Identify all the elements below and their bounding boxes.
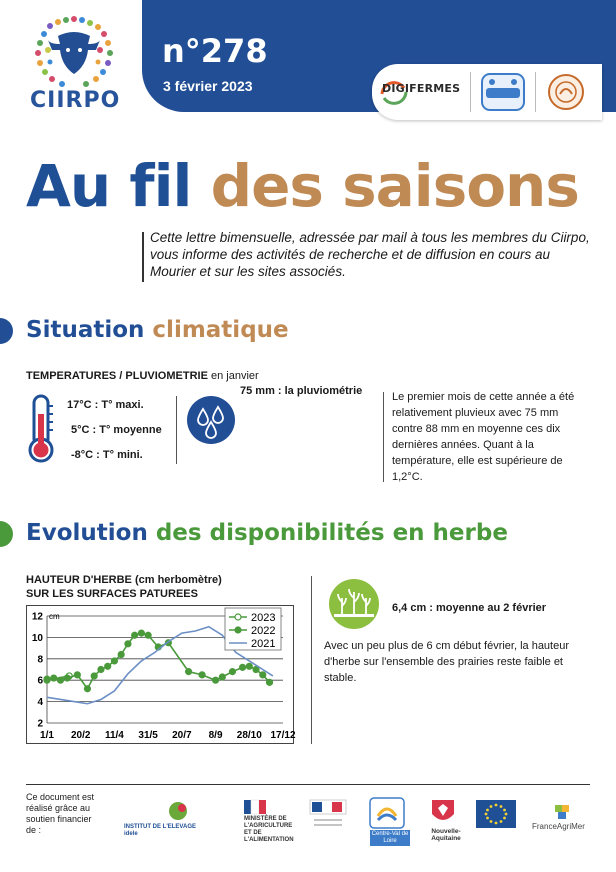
data-point-2022 — [44, 676, 50, 682]
logo-divider — [535, 72, 536, 112]
digifermes-logo: DIGIFERMES — [382, 82, 461, 95]
y-tick-label: 2 — [37, 718, 43, 730]
data-point-2022 — [125, 641, 131, 647]
data-point-2022 — [138, 630, 144, 636]
climate-divider — [176, 396, 177, 464]
grass-section-title — [26, 520, 508, 546]
grass-heading-line-1: HAUTEUR D'HERBE (cm herbomètre) — [26, 574, 222, 586]
grass-title-part-2: des disponibilités en herbe — [155, 520, 508, 546]
grass-title-part-1: Evolution — [26, 520, 148, 546]
footer-rule — [26, 784, 590, 785]
data-point-2022 — [213, 677, 219, 683]
issue-date: 3 février 2023 — [163, 78, 253, 94]
grass-heading-line-2: SUR LES SURFACES PATUREES — [26, 588, 198, 600]
idele-text: INSTITUT DE L'ELEVAGE idele — [124, 824, 196, 837]
data-point-2022 — [74, 672, 80, 678]
x-tick-label: 20/2 — [70, 730, 91, 741]
data-point-2022 — [145, 632, 151, 638]
x-tick-label: 1/1 — [40, 730, 54, 741]
seal-icon — [546, 72, 586, 112]
centre-val-de-loire-text: Centre-Val de Loire — [371, 831, 409, 844]
grass-text: Avec un peu plus de 6 cm début février, la hauteur d'herbe sur l'ensemble des prairies reste faible et stable. — [324, 640, 570, 684]
legend-marker-2023 — [235, 614, 241, 620]
legend-label-2021: 2021 — [251, 638, 276, 650]
legend-label-2023: 2023 — [251, 612, 276, 624]
franceagrimer-icon — [554, 804, 570, 820]
marianne-flag-icon — [244, 800, 266, 814]
newsletter-title — [26, 152, 579, 220]
data-point-2022 — [186, 669, 192, 675]
data-point-2022 — [246, 663, 252, 669]
data-point-2022 — [105, 663, 111, 669]
x-tick-label: 31/5 — [138, 730, 158, 741]
x-tick-label: 11/4 — [104, 730, 124, 741]
climate-heading-suffix: en janvier — [210, 370, 259, 382]
y-tick-label: 4 — [37, 697, 43, 709]
rain-drops-icon — [186, 395, 236, 445]
climate-title-part-2: climatique — [152, 317, 289, 343]
data-point-2022 — [91, 673, 97, 679]
data-point-2022 — [229, 669, 235, 675]
data-point-2022 — [132, 632, 138, 638]
grass-divider — [311, 576, 312, 744]
grass-highlight: 6,4 cm : moyenne au 2 février — [392, 602, 547, 614]
data-point-2022 — [51, 675, 57, 681]
data-point-2022 — [64, 675, 70, 681]
eu-flag-icon — [476, 800, 516, 828]
temp-avg: 5°C : T° moyenne — [71, 424, 162, 436]
climate-heading-main: TEMPERATURES / PLUVIOMETRIE — [26, 370, 208, 382]
data-point-2022 — [57, 677, 63, 683]
section-bullet — [0, 521, 13, 547]
grass-chart — [26, 605, 294, 744]
centre-val-de-loire-logo — [370, 798, 409, 844]
sheep-icon — [35, 16, 113, 87]
data-point-2022 — [267, 679, 273, 685]
logo-divider — [470, 72, 471, 112]
grass-heading — [26, 573, 222, 601]
data-point-2022 — [240, 664, 246, 670]
y-tick-label: 6 — [37, 675, 43, 687]
temp-max: 17°C : T° maxi. — [67, 399, 144, 411]
grass-chart-svg — [27, 606, 296, 743]
legend-marker-2022 — [235, 627, 241, 633]
x-tick-label: 28/10 — [236, 730, 262, 741]
temp-min: -8°C : T° mini. — [71, 449, 143, 461]
section-bullet — [0, 318, 13, 344]
title-part-1: Au fil — [26, 152, 192, 220]
x-tick-label: 8/9 — [208, 730, 223, 741]
nouvelle-aquitaine-icon — [430, 798, 456, 826]
idele-mark-icon — [166, 800, 190, 822]
centre-val-de-loire-icon — [370, 798, 404, 828]
franceagrimer-text: FranceAgriMer — [532, 822, 585, 831]
issue-number: n°278 — [162, 32, 268, 70]
x-tick-label: 17/12 — [270, 730, 296, 741]
data-point-2022 — [111, 658, 117, 664]
prefecture-logo-icon — [310, 800, 346, 832]
nouvelle-aquitaine-text: Nouvelle-Aquitaine — [431, 828, 461, 842]
climate-title-part-1: Situation — [26, 317, 145, 343]
thermometer-icon — [24, 394, 58, 464]
climate-heading — [26, 370, 259, 382]
data-point-2022 — [98, 667, 104, 673]
data-point-2022 — [118, 652, 124, 658]
ministry-text: MINISTÈRE DE L'AGRICULTURE ET DE L'ALIMENTATION — [244, 816, 294, 843]
data-point-2022 — [219, 674, 225, 680]
y-axis-label: cm — [49, 612, 60, 621]
data-point-2022 — [260, 672, 266, 678]
climate-text: Le premier mois de cette année a été relativement pluvieux avec 75 mm contre 88 mm en moyenne ces dix dernières années. Quant à la température, elle est supérieure de 1,2°C. — [392, 391, 575, 483]
climate-text-divider — [383, 392, 384, 482]
badge-icon — [480, 72, 526, 112]
y-tick-label: 12 — [31, 611, 43, 623]
data-point-2022 — [199, 672, 205, 678]
intro-bar — [142, 232, 144, 282]
y-tick-label: 10 — [31, 632, 43, 644]
footer-support-text: Ce document est réalisé grâce au soutien financier de : — [26, 792, 95, 835]
brand-name: CIIRPO — [30, 88, 121, 113]
y-tick-label: 8 — [37, 654, 43, 666]
title-part-2: des saisons — [210, 152, 579, 220]
rain-label: 75 mm : la pluviométrie — [240, 385, 363, 397]
intro-text: Cette lettre bimensuelle, adressée par mail à tous les membres du Ciirpo, vous informe des activités de recherche et de diffusion en cours au Mourier et sur les sites associés. — [150, 230, 590, 279]
data-point-2022 — [84, 686, 90, 692]
legend-label-2022: 2022 — [251, 625, 276, 637]
climate-section-title — [26, 317, 289, 343]
x-tick-label: 20/7 — [172, 730, 192, 741]
grass-icon — [328, 578, 380, 630]
